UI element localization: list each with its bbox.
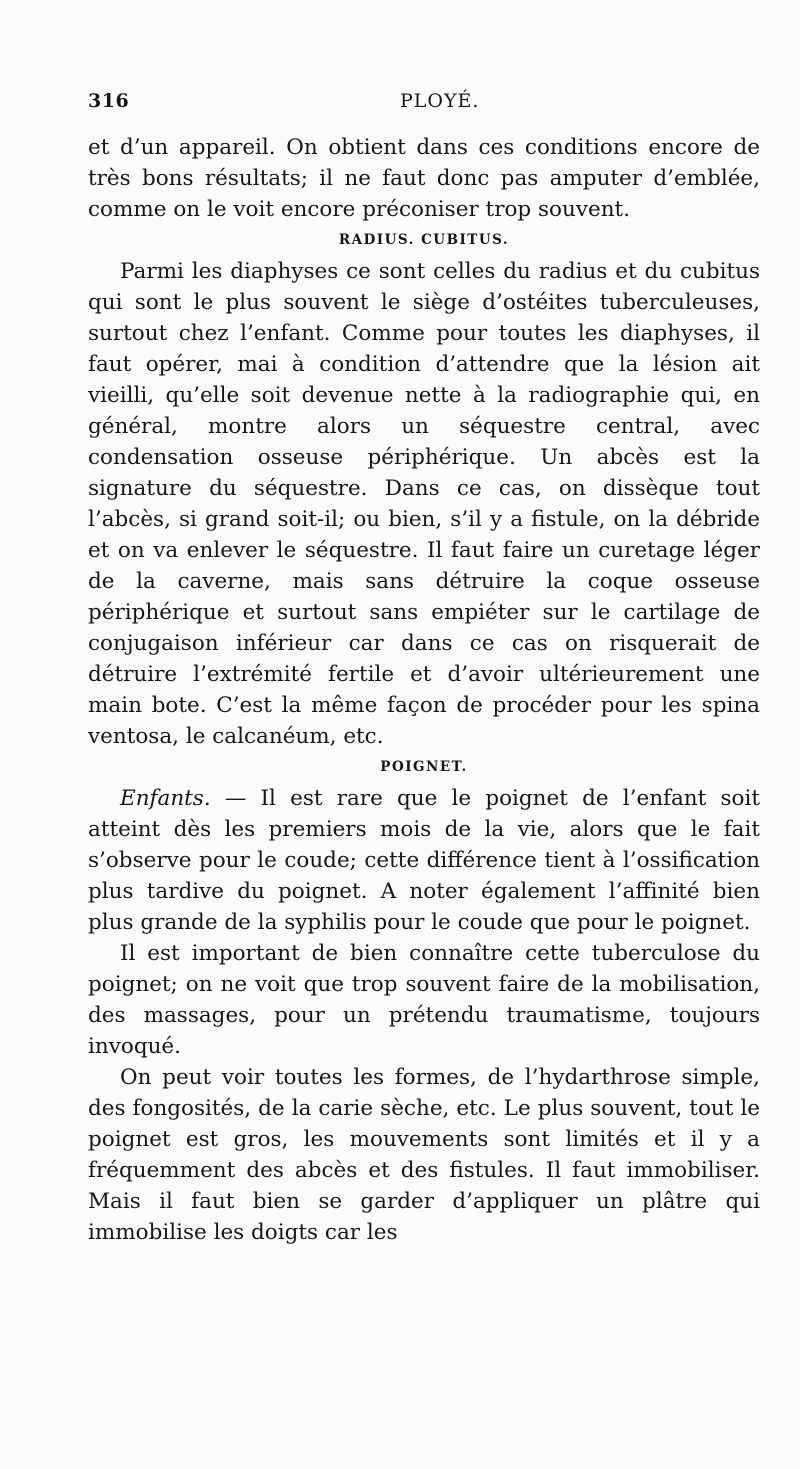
paragraph-enfants-text: — Il est rare que le poignet de l’enfant soit atteint dès les premiers mois de la vie, alors que le fait s’observe pour le coude; cette différence tient à l’ossification plus tardive du poignet. A noter également l’affinité bien plus grande de la syphilis pour le coude que pour le poignet. <box>88 786 760 935</box>
section-heading-radius-cubitus: RADIUS. CUBITUS. <box>338 232 510 248</box>
section-heading-poignet: POIGNET. <box>380 759 468 775</box>
paragraph-enfants <box>88 783 760 938</box>
body-text <box>88 132 760 1248</box>
paragraph-importance: Il est important de bien connaître cette tuberculose du poignet; on ne voit que trop souvent faire de la mobilisation, des massages, pour un prétendu traumatisme, toujours invoqué. <box>88 941 760 1059</box>
paragraph-continuation: et d’un appareil. On obtient dans ces conditions encore de très bons résultats; il ne faut donc pas amputer d’emblée, comme on le voit encore préconiser trop souvent. <box>88 135 760 222</box>
paragraph-radius-cubitus: Parmi les diaphyses ce sont celles du radius et du cubitus qui sont le plus souvent le siège d’ostéites tuberculeuses, surtout chez l’enfant. Comme pour toutes les diaphyses, il faut opérer, mai à condition d’attendre que la lésion ait vieilli, qu’elle soit devenue nette à la radiographie qui, en général, montre alors un séquestre central, avec condensation osseuse périphérique. Un abcès est la signature du séquestre. Dans ce cas, on dissèque tout l’abcès, si grand soit-il; ou bien, s’il y a fistule, on la débride et on va enlever le séquestre. Il faut faire un curetage léger de la caverne, mais sans détruire la coque osseuse périphérique et surtout sans empiéter sur le cartilage de conjugaison inférieur car dans ce cas on risquerait de détruire l’extrémité fertile et d’avoir ultérieurement une main bote. C’est la même façon de procéder pour les spina ventosa, le calcanéum, etc. <box>88 259 760 749</box>
paragraph-formes: On peut voir toutes les formes, de l’hydarthrose simple, des fongosités, de la carie sèche, etc. Le plus souvent, tout le poignet est gros, les mouvements sont limités et il y a fréquemment des abcès et des fistules. Il faut immobiliser. Mais il faut bien se garder d’appliquer un plâtre qui immobilise les doigts car les <box>88 1065 760 1245</box>
page-number: 316 <box>88 90 130 112</box>
page-header <box>88 90 748 120</box>
paragraph-enfants-label: Enfants. <box>120 786 211 811</box>
running-title: PLOYÉ. <box>400 90 480 112</box>
